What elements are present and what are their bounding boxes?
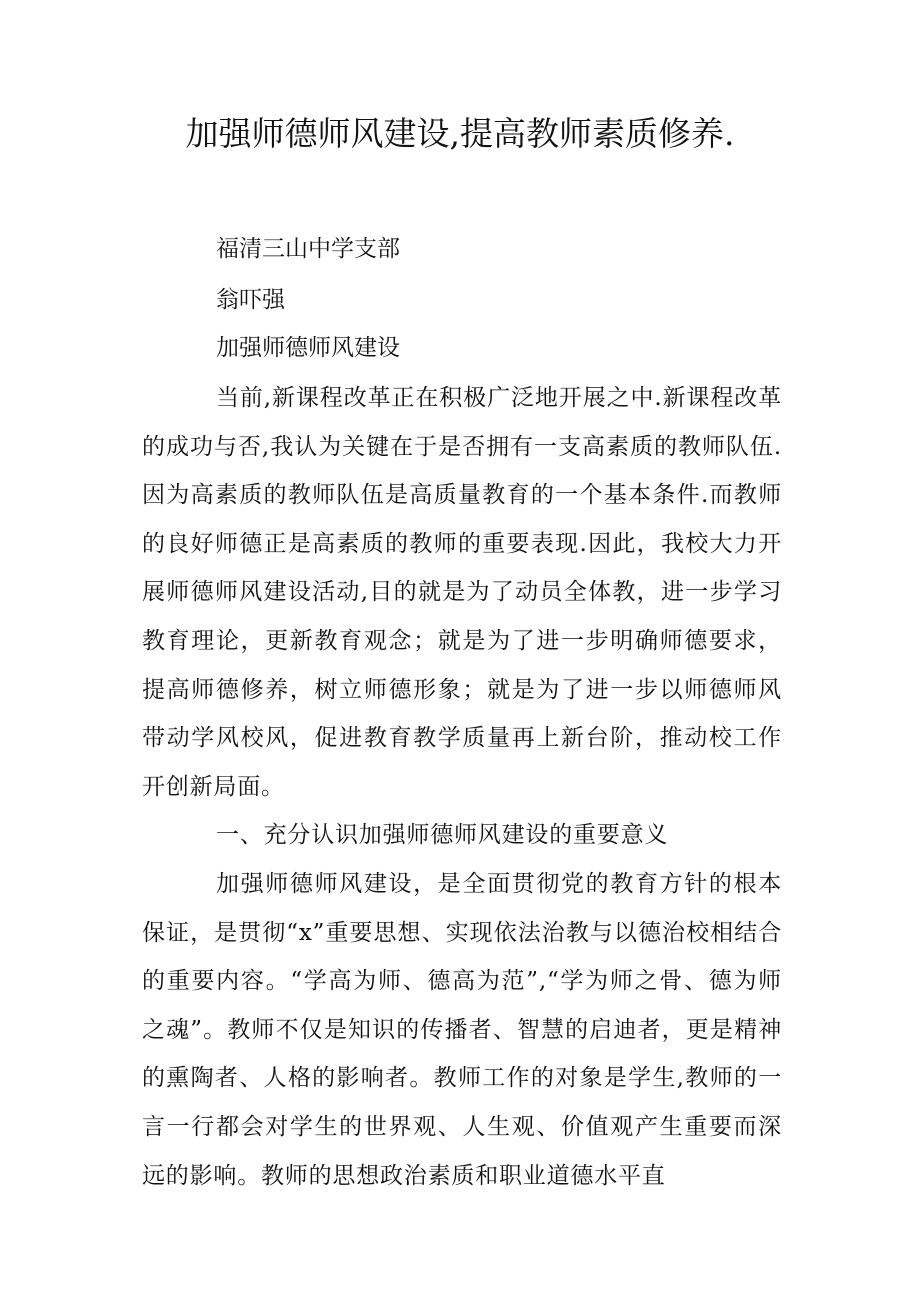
paragraph-section-one: 加强师德师风建设，是全面贯彻党的教育方针的根本保证，是贯彻“x”重要思想、实现依法治教与以德治校相结合的重要内容。“学高为师、德高为范”,“学为师之骨、德为师之魂”。教师不仅是知识的传播者、智慧的启迪者，更是精神的熏陶者、人格的影响者。教师工作的对象是学生,教师的一言一行都会对学生的世界观、人生观、价值观产生重要而深远的影响。教师的思想政治素质和职业道德水平直 — [142, 870, 782, 1189]
paragraph-intro: 当前,新课程改革正在积极广泛地开展之中.新课程改革的成功与否,我认为关键在于是否拥有一支高素质的教师队伍.因为高素质的教师队伍是高质量教育的一个基本条件.而教师的良好师德正是高素质的教师的重要表现.因此，我校大力开展师德师风建设活动,目的就是为了动员全体教，进一步学习教育理论，更新教育观念；就是为了进一步明确师德要求，提高师德修养，树立师德形象；就是为了进一步以师德师风带动学风校风，促进教育教学质量再上新台阶，推动校工作开创新局面。 — [142, 385, 782, 800]
organization-line: 福清三山中学支部 — [216, 236, 400, 262]
author-line: 翁吓强 — [216, 287, 285, 313]
document-body — [142, 374, 782, 1200]
document-title: 加强师德师风建设,提高教师素质修养. — [185, 114, 735, 153]
section-heading: 一、充分认识加强师德师风建设的重要意义 — [216, 822, 669, 849]
subtitle-line: 加强师德师风建设 — [216, 335, 400, 361]
